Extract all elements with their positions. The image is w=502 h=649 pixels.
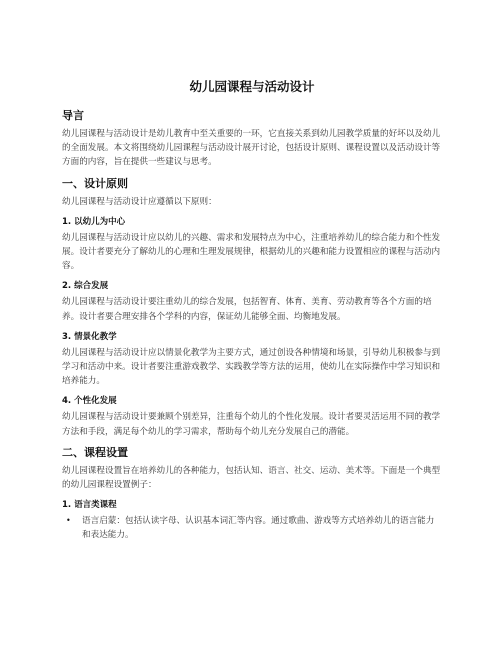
document-content <box>62 78 442 543</box>
list-item <box>62 514 442 542</box>
section-heading-principles: 一、设计原则 <box>62 176 128 190</box>
principle-heading-2: 2. 综合发展 <box>62 281 109 292</box>
principle-paragraph-3: 幼儿园课程与活动设计应以情景化教学为主要方式，通过创设各种情境和场景，引导幼儿积极参与到学习和活动中来。设计者要注重游戏教学、实践教学等方法的运用，使幼儿在实际操作中学习知识和培养能力。 <box>62 347 441 387</box>
principle-paragraph-2: 幼儿园课程与活动设计要注重幼儿的综合发展，包括智育、体育、美育、劳动教育等各个方面的培养。设计者要合理安排各个学科的内容，保证幼儿能够全面、均衡地发展。 <box>62 297 432 322</box>
document-title: 幼儿园课程与活动设计 <box>189 79 315 94</box>
list-item-text: 语言启蒙：包括认读字母、认识基本词汇等内容。通过歌曲、游戏等方式培养幼儿的语言能力和表达能力。 <box>82 516 435 541</box>
curriculum-subheading-language: 1. 语言类课程 <box>62 500 117 511</box>
principle-paragraph-1: 幼儿园课程与活动设计应以幼儿的兴趣、需求和发展特点为中心，注重培养幼儿的综合能力和个性发展。设计者要充分了解幼儿的心理和生理发展规律，根据幼儿的兴趣和能力设置相应的课程与活动内容。 <box>62 232 441 272</box>
intro-paragraph: 幼儿园课程与活动设计是幼儿教育中至关重要的一环，它直接关系到幼儿园教学质量的好坏以及幼儿的全面发展。本文将围绕幼儿园课程与活动设计展开讨论，包括设计原则、课程设置以及活动设计等方面的内容，旨在提供一些建议与思考。 <box>62 129 441 168</box>
principle-heading-3: 3. 情景化教学 <box>62 331 117 342</box>
curriculum-intro-paragraph: 幼儿园课程设置旨在培养幼儿的各种能力，包括认知、语言、社交、运动、美术等。下面是一个典型的幼儿园课程设置例子： <box>62 465 441 491</box>
bullet-icon: • <box>66 516 71 526</box>
principles-intro-paragraph: 幼儿园课程与活动设计应遵循以下原则： <box>62 196 217 207</box>
principle-heading-4: 4. 个性化发展 <box>62 396 117 407</box>
curriculum-bullet-list <box>62 514 442 542</box>
section-heading-curriculum: 二、课程设置 <box>62 445 128 459</box>
principle-paragraph-4: 幼儿园课程与活动设计要兼顾个别差异，注重每个幼儿的个性化发展。设计者要灵活运用不同的教学方法和手段，满足每个幼儿的学习需求，帮助每个幼儿充分发展自己的潜能。 <box>62 412 441 437</box>
intro-heading: 导言 <box>62 109 84 122</box>
principle-heading-1: 1. 以幼儿为中心 <box>62 216 126 227</box>
